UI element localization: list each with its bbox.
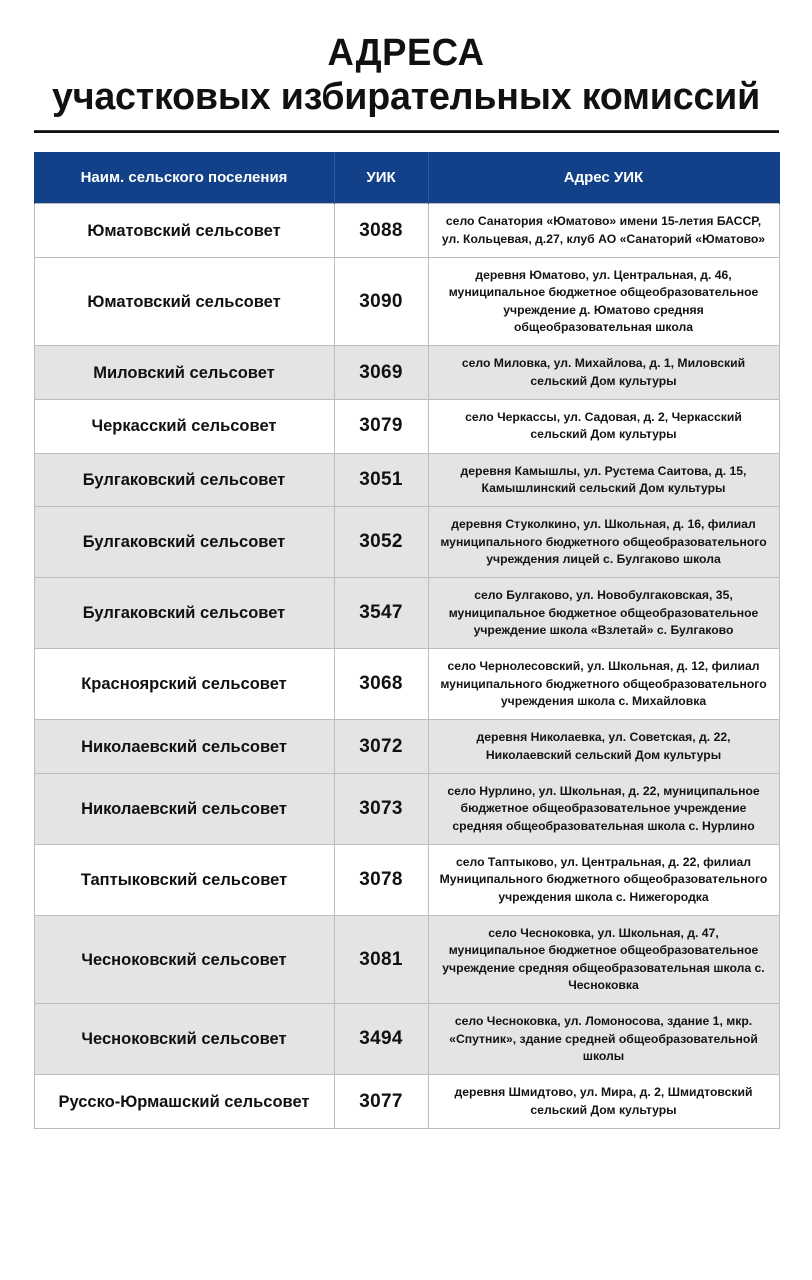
column-header-address: Адрес УИК xyxy=(428,152,779,204)
cell-uik-number: 3073 xyxy=(334,774,428,845)
cell-address: село Нурлино, ул. Школьная, д. 22, муниципальное бюджетное общеобразовательное учреждение средняя общеобразовательная школа с. Нурлино xyxy=(428,774,779,845)
cell-uik-number: 3069 xyxy=(334,346,428,400)
table-row xyxy=(34,1004,779,1075)
cell-settlement: Юматовский сельсовет xyxy=(34,258,334,346)
table-row xyxy=(34,720,779,774)
cell-address: село Чернолесовский, ул. Школьная, д. 12, филиал муниципального бюджетного общеобразовательного учреждения школа с. Михайловка xyxy=(428,649,779,720)
cell-address: деревня Шмидтово, ул. Мира, д. 2, Шмидтовский сельский Дом культуры xyxy=(428,1075,779,1129)
cell-settlement: Булгаковский сельсовет xyxy=(34,453,334,507)
cell-address: село Чесноковка, ул. Ломоносова, здание 1, мкр. «Спутник», здание средней общеобразовательной школы xyxy=(428,1004,779,1075)
cell-uik-number: 3072 xyxy=(334,720,428,774)
cell-uik-number: 3088 xyxy=(334,204,428,258)
table-row xyxy=(34,204,779,258)
cell-address: село Черкассы, ул. Садовая, д. 2, Черкасский сельский Дом культуры xyxy=(428,400,779,454)
table-row xyxy=(34,578,779,649)
cell-uik-number: 3090 xyxy=(334,258,428,346)
cell-settlement: Чесноковский сельсовет xyxy=(34,1004,334,1075)
page-title-primary: АДРЕСА xyxy=(327,32,485,74)
cell-settlement: Булгаковский сельсовет xyxy=(34,507,334,578)
table-body xyxy=(34,204,779,1128)
cell-settlement: Красноярский сельсовет xyxy=(34,649,334,720)
cell-uik-number: 3051 xyxy=(334,453,428,507)
cell-settlement: Николаевский сельсовет xyxy=(34,720,334,774)
page-header xyxy=(0,0,812,118)
cell-uik-number: 3081 xyxy=(334,916,428,1004)
uik-table xyxy=(34,152,780,1129)
table-row xyxy=(34,400,779,454)
cell-address: село Санатория «Юматово» имени 15-летия БАССР, ул. Кольцевая, д.27, клуб АО «Санаторий «Юматово» xyxy=(428,204,779,258)
table-row xyxy=(34,258,779,346)
cell-address: деревня Николаевка, ул. Советская, д. 22, Николаевский сельский Дом культуры xyxy=(428,720,779,774)
table-row xyxy=(34,649,779,720)
table-row xyxy=(34,346,779,400)
cell-uik-number: 3078 xyxy=(334,845,428,916)
cell-settlement: Русско-Юрмашский сельсовет xyxy=(34,1075,334,1129)
cell-uik-number: 3068 xyxy=(334,649,428,720)
cell-address: село Чесноковка, ул. Школьная, д. 47, муниципальное бюджетное общеобразовательное учреждение средняя общеобразовательная школа с. Чесноковка xyxy=(428,916,779,1004)
cell-settlement: Таптыковский сельсовет xyxy=(34,845,334,916)
table-row xyxy=(34,507,779,578)
cell-settlement: Черкасский сельсовет xyxy=(34,400,334,454)
cell-uik-number: 3494 xyxy=(334,1004,428,1075)
cell-uik-number: 3547 xyxy=(334,578,428,649)
cell-uik-number: 3052 xyxy=(334,507,428,578)
table-row xyxy=(34,453,779,507)
column-header-settlement: Наим. сельского поселения xyxy=(34,152,334,204)
table-row xyxy=(34,916,779,1004)
table-header xyxy=(34,152,779,204)
cell-settlement: Миловский сельсовет xyxy=(34,346,334,400)
title-divider xyxy=(34,130,779,133)
table-row xyxy=(34,845,779,916)
cell-uik-number: 3079 xyxy=(334,400,428,454)
page-title-secondary: участковых избирательных комиссий xyxy=(51,75,761,118)
cell-settlement: Чесноковский сельсовет xyxy=(34,916,334,1004)
cell-address: деревня Стуколкино, ул. Школьная, д. 16, филиал муниципального бюджетного общеобразовательного учреждения лицей с. Булгаково школа xyxy=(428,507,779,578)
uik-table-container xyxy=(34,152,779,1129)
cell-address: село Таптыково, ул. Центральная, д. 22, филиал Муниципального бюджетного общеобразовательного учреждения школа с. Нижегородка xyxy=(428,845,779,916)
cell-address: село Миловка, ул. Михайлова, д. 1, Миловский сельский Дом культуры xyxy=(428,346,779,400)
cell-uik-number: 3077 xyxy=(334,1075,428,1129)
column-header-uik: УИК xyxy=(334,152,428,204)
table-header-row xyxy=(34,152,779,204)
cell-settlement: Юматовский сельсовет xyxy=(34,204,334,258)
cell-settlement: Николаевский сельсовет xyxy=(34,774,334,845)
table-row xyxy=(34,774,779,845)
cell-address: село Булгаково, ул. Новобулгаковская, 35, муниципальное бюджетное общеобразовательное учреждение школа «Взлетай» с. Булгаково xyxy=(428,578,779,649)
cell-settlement: Булгаковский сельсовет xyxy=(34,578,334,649)
cell-address: деревня Камышлы, ул. Рустема Саитова, д. 15, Камышлинский сельский Дом культуры xyxy=(428,453,779,507)
cell-address: деревня Юматово, ул. Центральная, д. 46, муниципальное бюджетное общеобразовательное учреждение д. Юматово средняя общеобразовательная школа xyxy=(428,258,779,346)
table-row xyxy=(34,1075,779,1129)
